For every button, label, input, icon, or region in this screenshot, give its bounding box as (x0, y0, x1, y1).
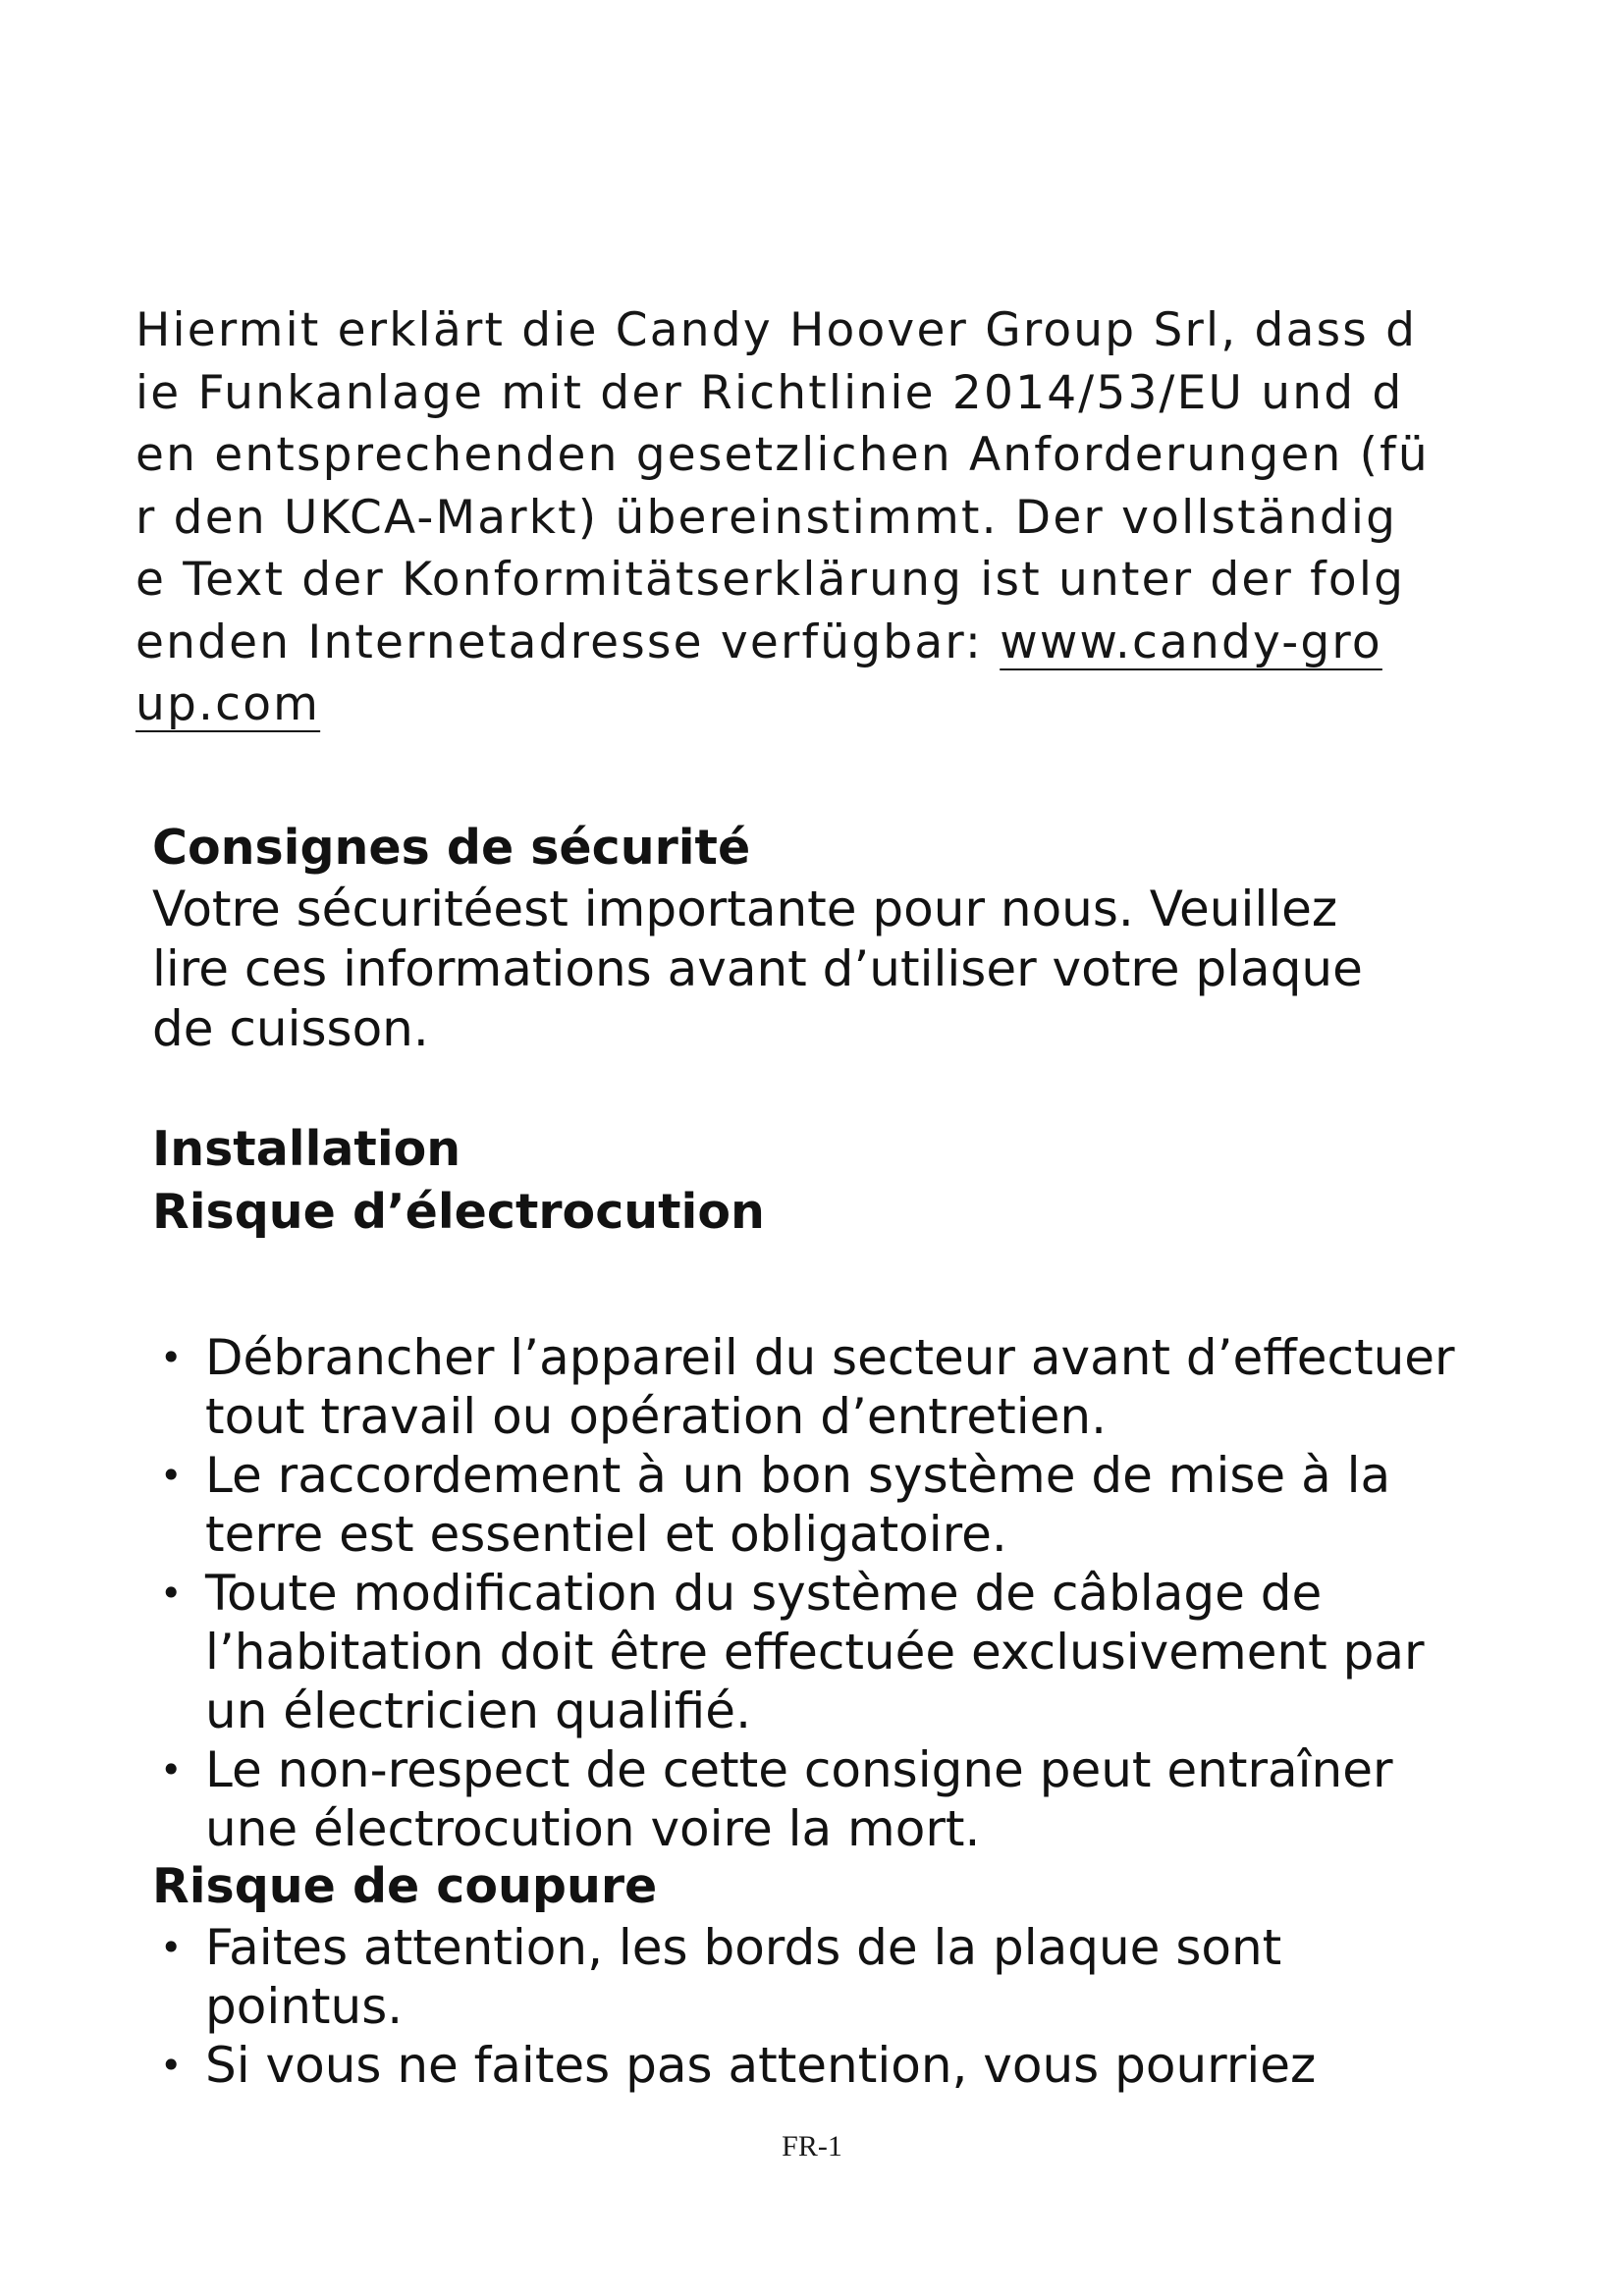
safety-section (152, 817, 1527, 1059)
list-item: • Débrancher l’appareil du secteur avant d’effectuer tout travail ou opération d’entretien. (160, 1329, 1455, 1445)
bullet-icon: • (160, 1926, 183, 1969)
section-title: Installation (152, 1121, 461, 1177)
electrocution-bullet-list (152, 1328, 1546, 1858)
bullet-icon: • (160, 2044, 183, 2087)
bullet-icon: • (160, 1336, 183, 1379)
cut-risk-section (152, 1855, 1527, 1918)
website-link[interactable]: www.candy-gro (1000, 614, 1382, 669)
section-subtitle: Risque d’électrocution (152, 1184, 765, 1240)
declaration-line (135, 673, 1451, 736)
bullet-icon: • (160, 1454, 183, 1497)
declaration-line-text: enden Internetadresse verfügbar: (135, 614, 1001, 669)
website-link-continued[interactable]: up.com (135, 677, 321, 731)
list-item: • Le non-respect de cette consigne peut entraîner une électrocution voire la mort. (160, 1741, 1393, 1857)
declaration-line: e Text der Konformitätserklärung ist unter der folg (135, 553, 1406, 607)
intro-line: de cuisson. (152, 1000, 429, 1057)
section-subtitle: Risque de coupure (152, 1858, 658, 1914)
list-item: • Le raccordement à un bon système de mise à la terre est essentiel et obligatoire. (160, 1447, 1391, 1563)
declaration-line (135, 612, 1451, 674)
declaration-paragraph (135, 299, 1451, 736)
list-item: • Toute modification du système de câblage de l’habitation doit être effectuée exclusivement par un électricien qualifié. (160, 1565, 1425, 1739)
installation-section (152, 1118, 1527, 1244)
page-number: FR-1 (782, 2130, 842, 2163)
declaration-line: Hiermit erklärt die Candy Hoover Group Srl, dass d (135, 303, 1418, 357)
intro-line: lire ces informations avant d’utiliser votre plaque (152, 940, 1363, 997)
declaration-line: en entsprechenden gesetzlichen Anforderungen (fü (135, 428, 1430, 482)
list-item: • Si vous ne faites pas attention, vous pourriez (160, 2037, 1317, 2094)
intro-line: Votre sécuritéest importante pour nous. Veuillez (152, 881, 1338, 937)
section-title: Consignes de sécurité (152, 820, 751, 876)
list-item: • Faites attention, les bords de la plaque sont pointus. (160, 1919, 1282, 2035)
cut-risk-bullet-list (152, 1918, 1546, 2095)
declaration-line: r den UKCA-Markt) übereinstimmt. Der vollständig (135, 490, 1398, 545)
bullet-icon: • (160, 1572, 183, 1615)
bullet-icon: • (160, 1748, 183, 1791)
declaration-line: ie Funkanlage mit der Richtlinie 2014/53/EU und d (135, 365, 1404, 420)
